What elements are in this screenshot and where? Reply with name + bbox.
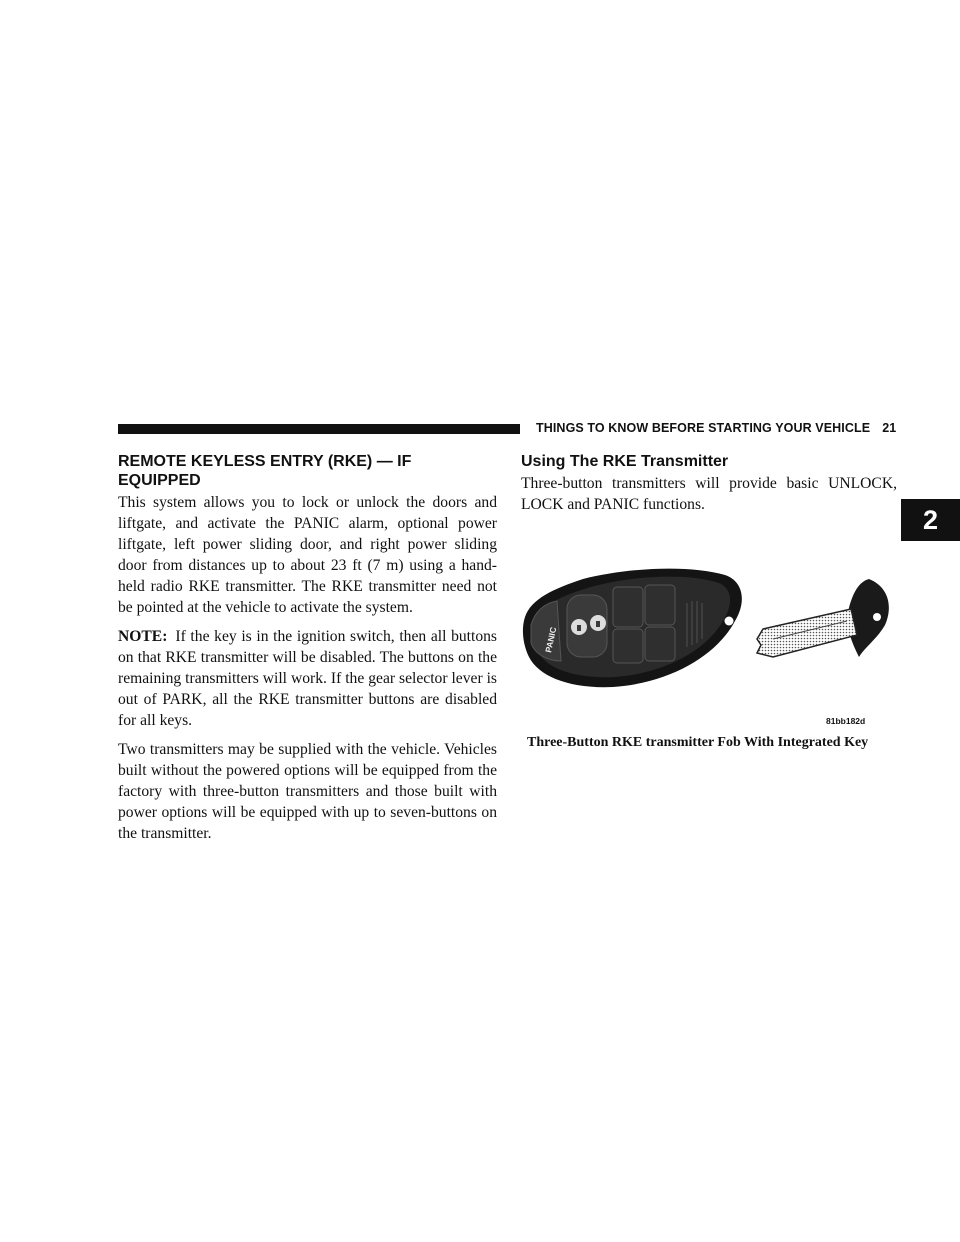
chapter-tab: 2 — [901, 499, 960, 541]
lock-unlock-buttons — [567, 595, 607, 657]
section-title: THINGS TO KNOW BEFORE STARTING YOUR VEHICLE — [536, 421, 871, 435]
key-blade — [757, 609, 857, 657]
using-rke-paragraph: Three-button transmitters will provide basic UNLOCK, LOCK and PANIC functions. — [521, 475, 897, 513]
key-fob-illustration — [521, 565, 897, 725]
panic-button-label: PANIC — [543, 626, 559, 654]
rke-heading-line2: EQUIPPED — [118, 472, 201, 489]
note-label: NOTE: — [118, 628, 168, 645]
page-number: 21 — [882, 421, 897, 435]
fob-ring-hole — [725, 617, 734, 626]
left-column — [118, 452, 497, 844]
note-paragraph — [118, 626, 497, 731]
rke-heading — [118, 452, 497, 490]
right-column — [521, 452, 897, 515]
rke-heading-line1: REMOTE KEYLESS ENTRY (RKE) — IF — [118, 453, 412, 470]
figure-code: 81bb182d — [826, 716, 866, 726]
rke-intro-paragraph: This system allows you to lock or unlock the doors and liftgate, and activate the PANIC alarm, optional power liftgate, left power sliding door, and right power sliding door from distances up to about 23 ft (7 m) using a hand-held radio RKE transmitter. The RKE transmitter need not be pointed at the vehicle to activate the system. — [118, 494, 497, 616]
running-header — [536, 421, 896, 435]
key-head — [848, 579, 889, 657]
using-rke-heading: Using The RKE Transmitter — [521, 453, 729, 470]
key-hole — [873, 613, 881, 621]
transmitters-paragraph: Two transmitters may be supplied with the vehicle. Vehicles built without the powered options will be equipped from the factory with three-button transmitters and those built with power options will be equipped with up to seven-buttons on the transmitter. — [118, 741, 497, 842]
figure-caption: Three-Button RKE transmitter Fob With Integrated Key — [527, 735, 869, 750]
header-rule — [118, 424, 520, 434]
note-text: If the key is in the ignition switch, then all buttons on that RKE transmitter will be disabled. The buttons on the remaining transmitters will work. If the gear selector lever is out of PARK, all the RKE transmitter buttons are disabled for all keys. — [118, 628, 497, 729]
